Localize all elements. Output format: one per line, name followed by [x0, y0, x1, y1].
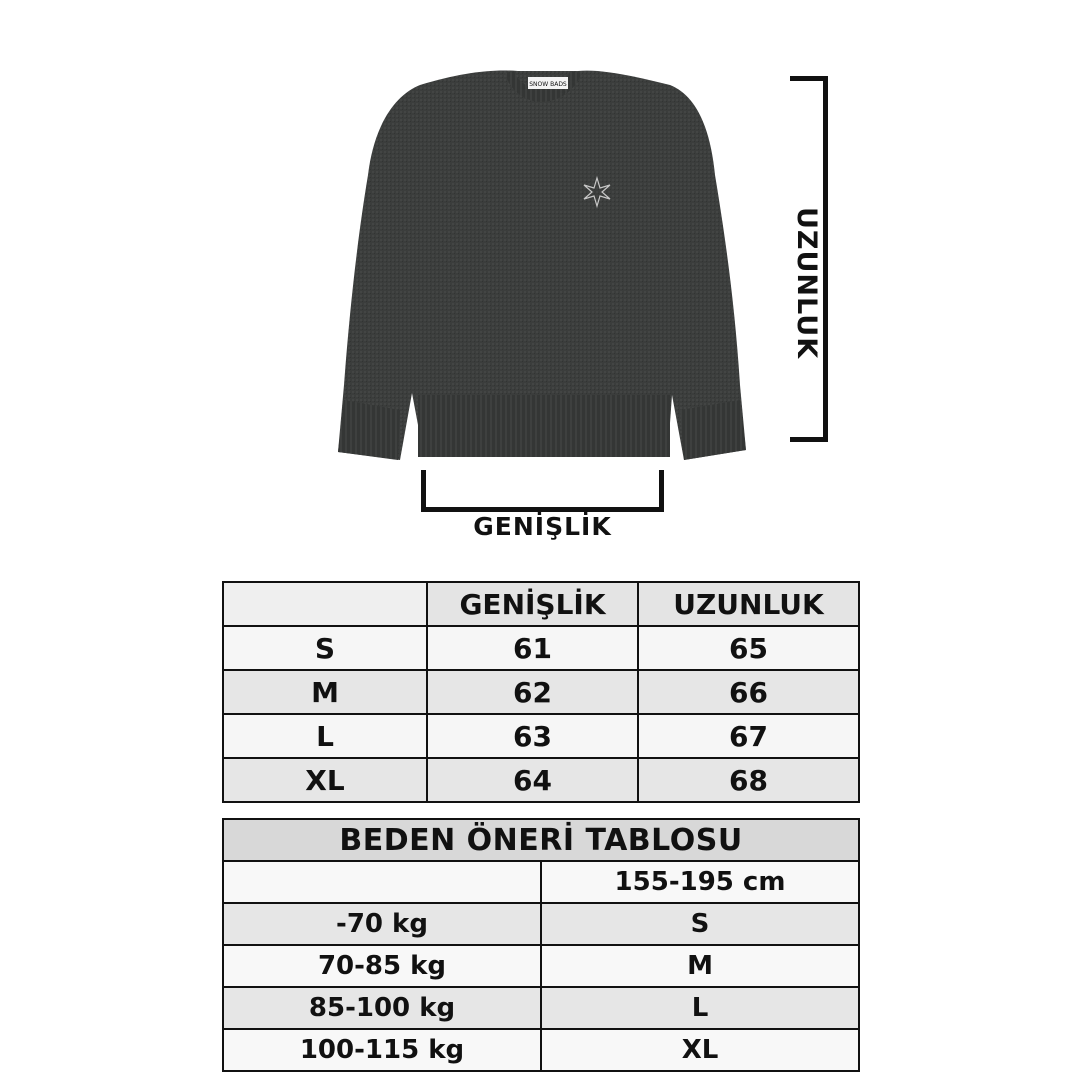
- header-width: GENİŞLİK: [427, 582, 638, 626]
- weight-cell: -70 kg: [223, 903, 541, 945]
- recommended-size-cell: S: [541, 903, 859, 945]
- length-label: UZUNLUK: [791, 207, 822, 360]
- length-cell: 68: [638, 758, 859, 802]
- table-row: [223, 987, 859, 1029]
- brand-tag: SNOW BADS: [529, 81, 567, 88]
- sweater-hem: [418, 395, 670, 457]
- recommended-size-cell: L: [541, 987, 859, 1029]
- width-cell: 62: [427, 670, 638, 714]
- table-row: [223, 758, 859, 802]
- size-cell: M: [223, 670, 427, 714]
- sweater-left-cuff: [338, 400, 400, 460]
- recommended-size-cell: XL: [541, 1029, 859, 1071]
- size-recommendation-table: [222, 818, 860, 1072]
- length-cell: 66: [638, 670, 859, 714]
- empty-cell: [223, 861, 541, 903]
- sweater-right-cuff: [680, 400, 746, 460]
- weight-cell: 70-85 kg: [223, 945, 541, 987]
- table-row: [223, 626, 859, 670]
- width-label: GENİŞLİK: [473, 512, 612, 541]
- table-row: [223, 714, 859, 758]
- size-cell: L: [223, 714, 427, 758]
- table-row: [223, 903, 859, 945]
- size-cell: S: [223, 626, 427, 670]
- weight-cell: 85-100 kg: [223, 987, 541, 1029]
- height-range-cell: 155-195 cm: [541, 861, 859, 903]
- recommended-size-cell: M: [541, 945, 859, 987]
- size-table-header: [223, 582, 859, 626]
- sweater-image: [300, 55, 780, 485]
- width-cell: 63: [427, 714, 638, 758]
- table-row: [223, 945, 859, 987]
- weight-cell: 100-115 kg: [223, 1029, 541, 1071]
- header-empty-cell: [223, 582, 427, 626]
- table-row: [223, 861, 859, 903]
- header-length: UZUNLUK: [638, 582, 859, 626]
- length-cell: 65: [638, 626, 859, 670]
- size-cell: XL: [223, 758, 427, 802]
- table-row: [223, 1029, 859, 1071]
- width-bracket: [421, 470, 664, 512]
- width-cell: 61: [427, 626, 638, 670]
- length-cell: 67: [638, 714, 859, 758]
- recommendation-title: BEDEN ÖNERİ TABLOSU: [223, 819, 859, 861]
- table-row: [223, 670, 859, 714]
- width-cell: 64: [427, 758, 638, 802]
- size-chart-table: [222, 581, 860, 803]
